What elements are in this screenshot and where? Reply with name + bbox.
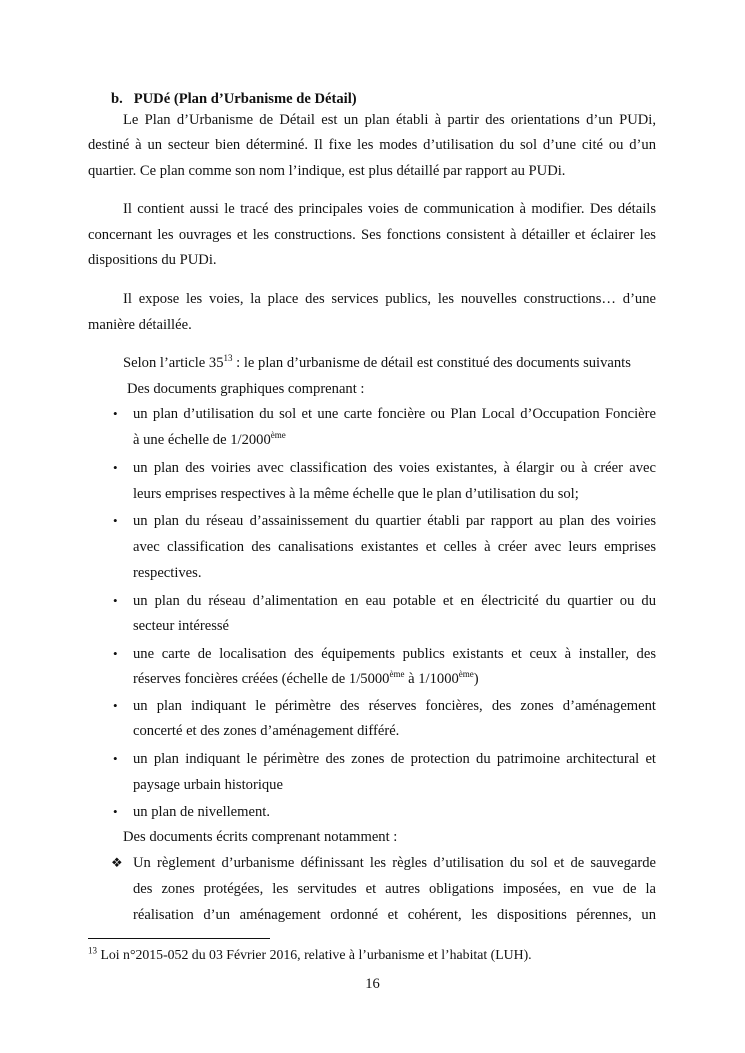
- bullet-1-text: à une échelle de 1/2000: [133, 432, 271, 448]
- bullet-1-sup: ème: [270, 430, 286, 441]
- page-number: 16: [365, 976, 380, 992]
- bullet-5-sup-b: ème: [458, 669, 474, 680]
- bullet-icon: •: [113, 698, 118, 713]
- paragraph-2-line-1: Il contient aussi le tracé des principales voies de communication à modifier. Des détails: [123, 201, 656, 217]
- paragraph-1-line-3: quartier. Ce plan comme son nom l’indique, est plus détaillé par rapport au PUDi.: [88, 163, 566, 179]
- bullet-4-line-1: un plan du réseau d’alimentation en eau potable et en électricité du quartier ou du: [133, 593, 656, 609]
- bullet-3-line-2: avec classification des canalisations existantes et celles à créer avec leurs emprises: [133, 539, 656, 555]
- footnote-ref: 13: [223, 353, 233, 364]
- bullet-5-text-c: ): [473, 671, 479, 687]
- paragraph-3-line-2: manière détaillée.: [88, 317, 192, 333]
- bullet-icon: •: [113, 804, 118, 819]
- bullet-2-line-2: leurs emprises respectives à la même échelle que le plan d’utilisation du sol;: [133, 486, 579, 502]
- bullet-icon: •: [113, 751, 118, 766]
- written-item-1-line-1: Un règlement d’urbanisme définissant les règles d’utilisation du sol et de sauvegarde: [133, 855, 656, 871]
- section-marker: b.: [111, 91, 123, 107]
- diamond-bullet-icon: ❖: [111, 855, 123, 870]
- bullet-2-line-1: un plan des voiries avec classification des voies existantes, à élargir ou à créer avec: [133, 460, 656, 476]
- bullet-6-line-1: un plan indiquant le périmètre des réserves foncières, des zones d’aménagement: [133, 698, 656, 714]
- written-item-1-line-2: des zones protégées, les servitudes et autres obligations imposées, en vue de la: [133, 881, 656, 897]
- bullet-7-line-1: un plan indiquant le périmètre des zones de protection du patrimoine architectural et: [133, 751, 656, 767]
- bullet-5-text-b: à 1/1000: [404, 671, 459, 687]
- bullet-4-line-2: secteur intéressé: [133, 618, 230, 634]
- bullet-8-line-1: un plan de nivellement.: [133, 804, 270, 820]
- paragraph-3-line-1: Il expose les voies, la place des services publics, les nouvelles constructions… d’une: [123, 291, 656, 307]
- bullet-5-text-a: réserves foncières créées (échelle de 1/5000: [133, 671, 390, 687]
- footnote-number: 13: [88, 945, 97, 956]
- article-intro-text: Selon l’article 35: [123, 355, 224, 371]
- bullet-1-line-2: [133, 431, 286, 449]
- section-heading: [111, 90, 357, 108]
- bullet-icon: •: [113, 406, 118, 421]
- bullet-3-line-3: respectives.: [133, 565, 202, 581]
- article-intro: [123, 354, 631, 372]
- footnote: [88, 946, 532, 964]
- written-docs-intro: Des documents écrits comprenant notamment :: [123, 829, 398, 845]
- bullet-6-line-2: concerté et des zones d’aménagement différé.: [133, 723, 400, 739]
- bullet-icon: •: [113, 646, 118, 661]
- bullet-7-line-2: paysage urbain historique: [133, 777, 283, 793]
- bullet-icon: •: [113, 593, 118, 608]
- paragraph-1-line-1: Le Plan d’Urbanisme de Détail est un plan établi à partir des orientations d’un PUDi,: [123, 112, 656, 128]
- paragraph-2-line-3: dispositions du PUDi.: [88, 252, 217, 268]
- bullet-icon: •: [113, 460, 118, 475]
- bullet-icon: •: [113, 513, 118, 528]
- bullet-5-line-1: une carte de localisation des équipements publics existants et ceux à installer, des: [133, 646, 656, 662]
- paragraph-2-line-2: concernant les ouvrages et les constructions. Ses fonctions consistent à détailler et éclairer les: [88, 227, 656, 243]
- bullet-5-sup-a: ème: [389, 669, 405, 680]
- bullet-5-line-2: [133, 670, 479, 688]
- paragraph-1-line-2: destiné à un secteur bien déterminé. Il fixe les modes d’utilisation du sol d’une cité ou d’un: [88, 137, 656, 153]
- written-item-1-line-3: réalisation d’un aménagement ordonné et cohérent, les dispositions pérennes, un: [133, 907, 656, 923]
- bullet-1-line-1: un plan d’utilisation du sol et une carte foncière ou Plan Local d’Occupation Foncière: [133, 406, 656, 422]
- footnote-text: Loi n°2015-052 du 03 Février 2016, relative à l’urbanisme et l’habitat (LUH).: [97, 947, 532, 962]
- article-intro-rest: : le plan d’urbanisme de détail est constitué des documents suivants: [232, 355, 631, 371]
- section-title: PUDé (Plan d’Urbanisme de Détail): [133, 91, 357, 107]
- footnote-divider: [88, 938, 270, 939]
- graphic-docs-intro: Des documents graphiques comprenant :: [127, 381, 365, 397]
- bullet-3-line-1: un plan du réseau d’assainissement du quartier établi par rapport au plan des voiries: [133, 513, 656, 529]
